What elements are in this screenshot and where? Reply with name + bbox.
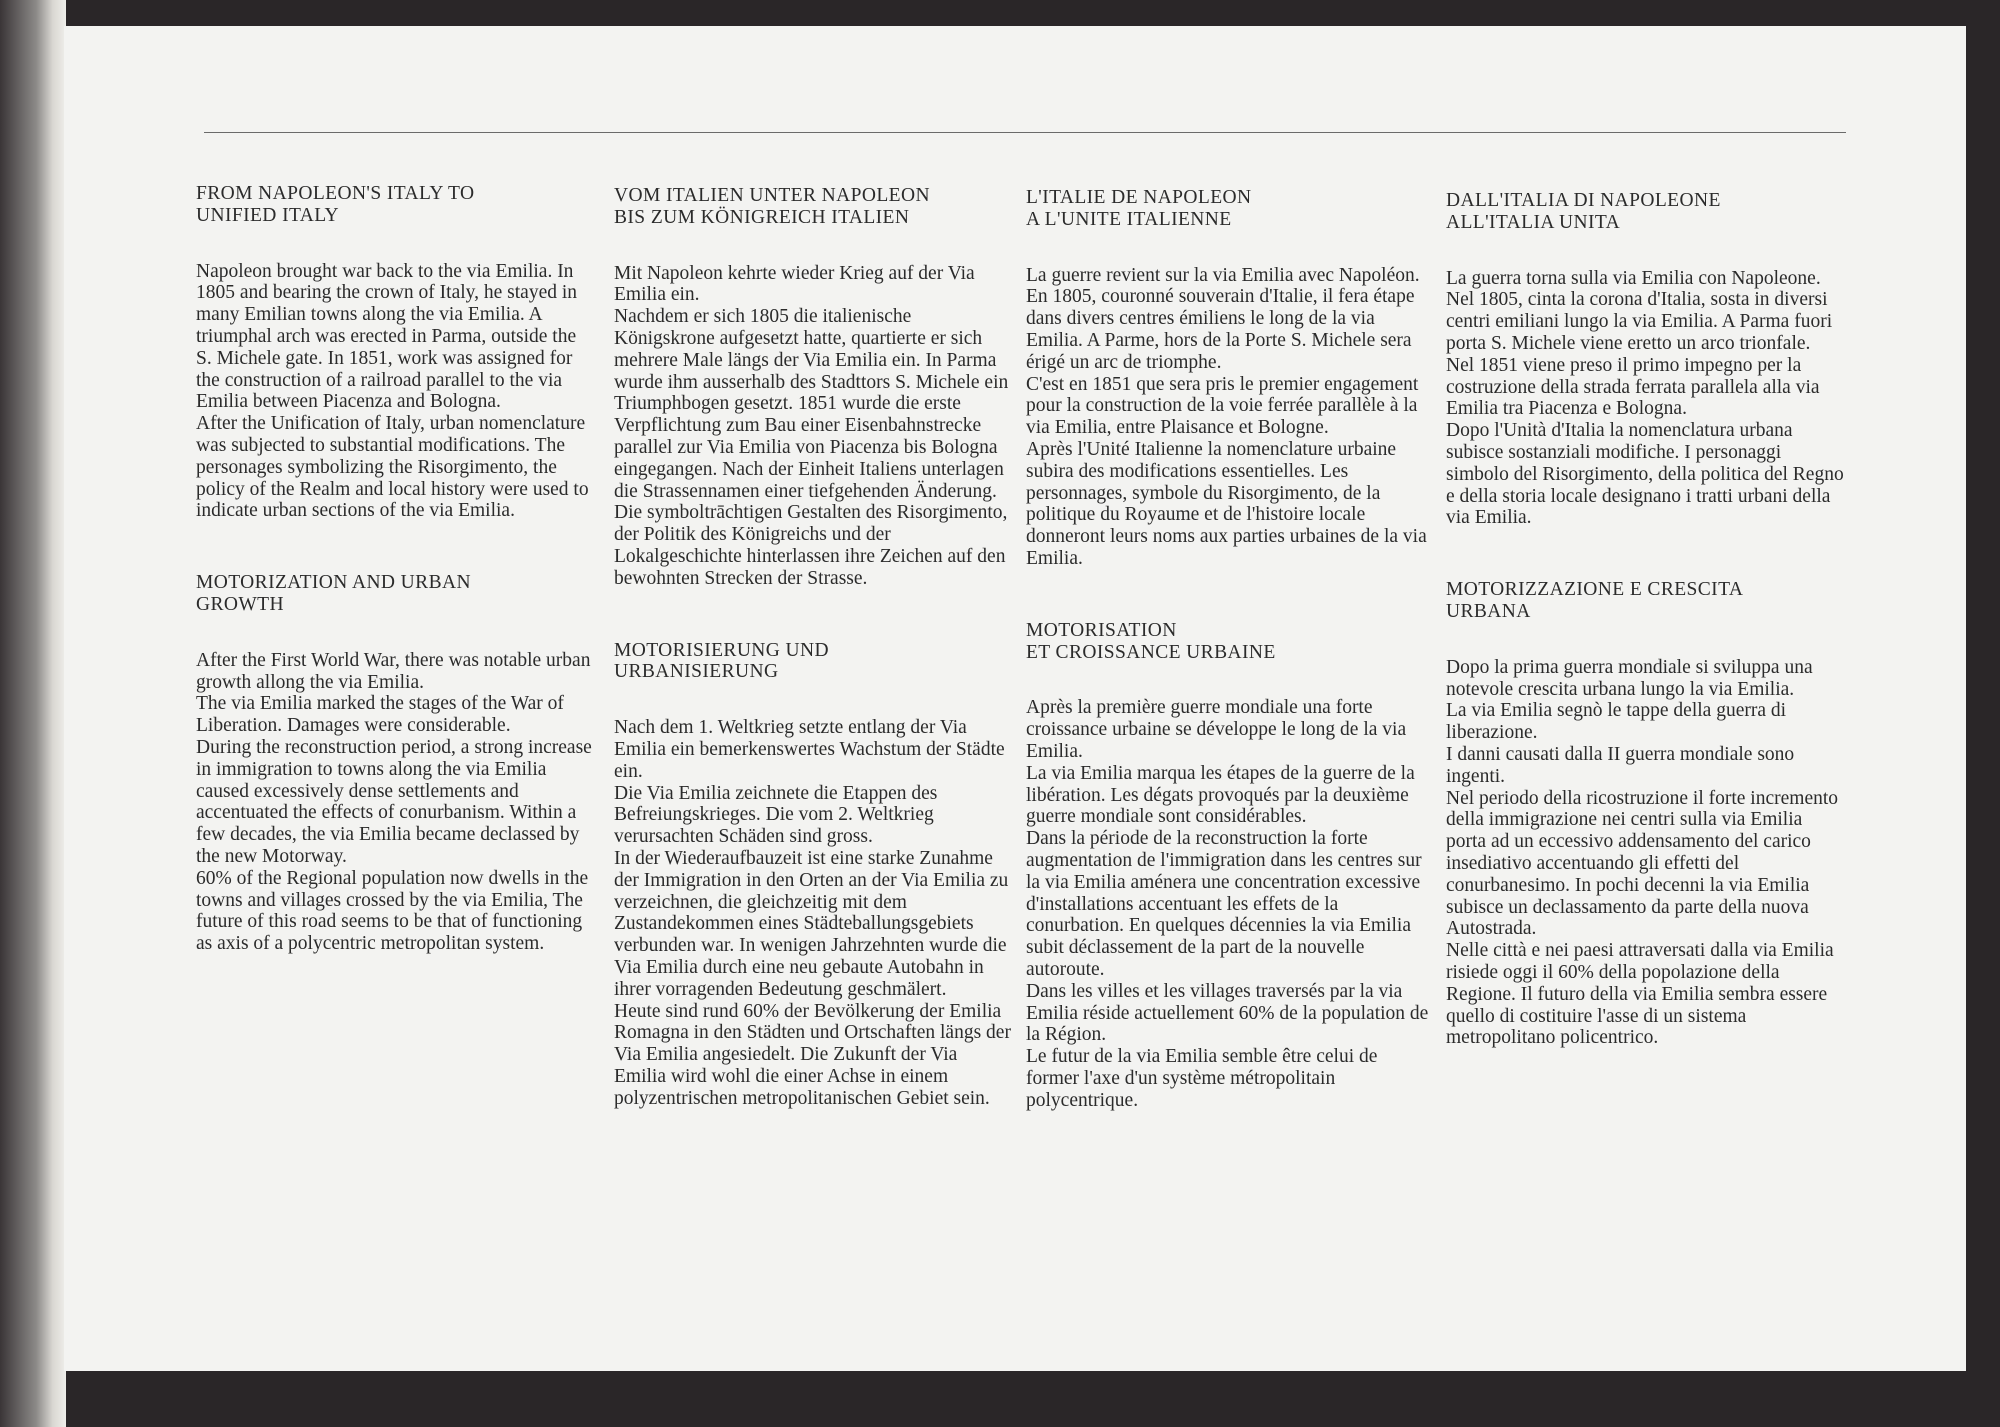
paragraph: Heute sind rund 60% der Bevölkerung der Emilia Romagna in den Städten und Ortschaften längs der Via Emilia angesiedelt. Die Zukunft der Via Emilia wird wohl die einer Achse in einem polyzentrischen metropolitanischen Gebiet sein.	[614, 1000, 1011, 1109]
paragraph: I danni causati dalla II guerra mondiale sono ingenti.	[1446, 743, 1795, 787]
paragraph: The via Emilia marked the stages of the War of Liberation. Damages were considerable.	[196, 693, 564, 737]
paragraph: La via Emilia segnò le tappe della guerra di liberazione.	[1446, 700, 1787, 744]
paragraph: Nel periodo della ricostruzione il forte incremento della immigrazione nei centri sulla via Emilia porta ad un eccessivo addensamento del carico insediativo accentuando gli effetti del conurbanesimo. In pochi decenni la via Emilia subisce un declassamento da parte della nuova Autostrada.	[1446, 787, 1839, 940]
column-french	[1026, 187, 1431, 1111]
paragraph: In der Wiederaufbauzeit ist eine starke Zunahme der Immigration in den Orten an der Via Emilia zu verzeichnen, die gleichzeitig mit dem Zustandekommen eines Städteballungsgebiets verbunden war. In wenigen Jahrzehnten wurde die Via Emilia durch eine neu gebaute Autobahn in ihrer vorragenden Bedeutung geschmälert.	[614, 847, 1009, 1000]
paragraph: La via Emilia marqua les étapes de la guerre de la libération. Les dégats provoqués par la deuxième guerre mondiale sont considérables.	[1026, 762, 1415, 828]
paragraph: After the Unification of Italy, urban nomenclature was subjected to substantial modifications. The personages symbolizing the Risorgimento, the policy of the Realm and local history were used to indicate urban sections of the via Emilia.	[196, 413, 589, 522]
section-heading: MOTORISIERUNG UND URBANISIERUNG	[614, 639, 829, 683]
paragraph: Le futur de la via Emilia semble être celui de former l'axe d'un système métropolitain polycentrique.	[1026, 1046, 1378, 1111]
paragraph: Dans les villes et les villages traversés par la via Emilia réside actuellement 60% de la population de la Région.	[1026, 980, 1429, 1046]
paragraph: La guerre revient sur la via Emilia avec Napoléon. En 1805, couronné souverain d'Italie, il fera étape dans divers centres émiliens le long de la via Emilia. A Parme, hors de la Porte S. Michele sera érigé un arc de triomphe.	[1026, 264, 1420, 373]
section-heading: VOM ITALIEN UNTER NAPOLEON BIS ZUM KÖNIGREICH ITALIEN	[614, 185, 930, 228]
paragraph: After the First World War, there was notable urban growth allong the via Emilia.	[196, 649, 591, 693]
column-italian	[1446, 190, 1846, 1049]
section-heading: MOTORIZATION AND URBAN GROWTH	[196, 572, 471, 615]
section-heading: FROM NAPOLEON'S ITALY TO UNIFIED ITALY	[196, 183, 475, 226]
paragraph: Napoleon brought war back to the via Emilia. In 1805 and bearing the crown of Italy, he stayed in many Emilian towns along the via Emilia. A triumphal arch was erected in Parma, outside the S. Michele gate. In 1851, work was assigned for the construction of a railroad parallel to the via Emilia between Piacenza and Bologna.	[196, 260, 578, 413]
header-rule	[204, 132, 1846, 133]
column-english	[196, 183, 596, 955]
paragraph: Nach dem 1. Weltkrieg setzte entlang der Via Emilia ein bemerkenswertes Wachstum der Städte ein.	[614, 717, 1005, 782]
paragraph: Nelle città e nei paesi attraversati dalla via Emilia risiede oggi il 60% della popolazione della Regione. Il futuro della via Emilia sembra essere quello di costituire l'asse di un sistema metropolitano policentrico.	[1446, 940, 1834, 1049]
paragraph: Dopo la prima guerra mondiale si sviluppa una notevole crescita urbana lungo la via Emilia.	[1446, 656, 1813, 700]
section-heading: MOTORIZZAZIONE E CRESCITA URBANA	[1446, 579, 1744, 622]
paragraph: 60% of the Regional population now dwells in the towns and villages crossed by the via Emilia, The future of this road seems to be that of functioning as axis of a polycentric metropolitan system.	[196, 867, 589, 955]
paragraph: Die Via Emilia zeichnete die Etappen des Befreiungskrieges. Die vom 2. Weltkrieg verursachten Schäden sind gross.	[614, 782, 938, 848]
paragraph: Après l'Unité Italienne la nomenclature urbaine subira des modifications essentielles. Les personnages, symbole du Risorgimento, de la politique du Royaume et de l'histoire locale donneront leurs noms aux parties urbaines de la via Emilia.	[1026, 438, 1427, 569]
show-through-title	[190, 34, 1920, 124]
paragraph: Mit Napoleon kehrte wieder Krieg auf der Via Emilia ein.	[614, 262, 975, 306]
section-heading: DALL'ITALIA DI NAPOLEONE ALL'ITALIA UNITA	[1446, 190, 1721, 233]
section-heading: MOTORISATION ET CROISSANCE URBAINE	[1026, 619, 1276, 663]
paragraph: La guerra torna sulla via Emilia con Napoleone. Nel 1805, cinta la corona d'Italia, sosta in diversi centri emiliani lungo la via Emilia. A Parma fuori porta S. Michele viene eretto un arco trionfale.	[1446, 267, 1833, 354]
paragraph: Dans la période de la reconstruction la forte augmentation de l'immigration dans les centres sur la via Emilia aménera une concentration excessive d'installations accentuant les effets de la conurbation. En quelques décennies la via Emilia subit déclassement de la part de la nouvelle autoroute.	[1026, 828, 1422, 980]
paragraph: Nel 1851 viene preso il primo impegno per la costruzione della strada ferrata parallela alla via Emilia tra Piacenza e Bologna.	[1446, 354, 1820, 420]
paragraph: Dopo l'Unità d'Italia la nomenclatura urbana subisce sostanziali modifiche. I personaggi simbolo del Risorgimento, della politica del Regno e della storia locale designano i tratti urbani della via Emilia.	[1446, 420, 1844, 529]
paragraph: Après la première guerre mondiale una forte croissance urbaine se développe le long de la via Emilia.	[1026, 697, 1407, 762]
page-binding-edge	[0, 0, 66, 1427]
paragraph: Nachdem er sich 1805 die italienische Königskrone aufgesetzt hatte, quartierte er sich mehrere Male längs der Via Emilia ein. In Parma wurde ihm ausserhalb des Stadttors S. Michele ein Triumphbogen gesetzt. 1851 wurde die erste Verpflichtung zum Bau einer Eisenbahnstrecke parallel zur Via Emilia von Piacenza bis Bologna eingegangen. Nach der Einheit Italiens unterlagen die Strassennamen einer tiefgehenden Änderung. Die symboltrāchtigen Gestalten des Risorgimento, der Politik des Königreichs und der Lokalgeschichte hinterlassen ihre Zeichen auf den bewohnten Strecken der Strasse.	[614, 306, 1009, 589]
paragraph: During the reconstruction period, a strong increase in immigration to towns along the via Emilia caused excessively dense settlements and accentuated the effects of conurbanism. Within a few decades, the via Emilia became declassed by the new Motorway.	[196, 736, 592, 867]
column-german	[614, 185, 1014, 1109]
section-heading: L'ITALIE DE NAPOLEON A L'UNITE ITALIENNE	[1026, 187, 1252, 230]
paragraph: C'est en 1851 que sera pris le premier engagement pour la construction de la voie ferrée parallèle à la via Emilia, entre Plaisance et Bologne.	[1026, 373, 1419, 439]
